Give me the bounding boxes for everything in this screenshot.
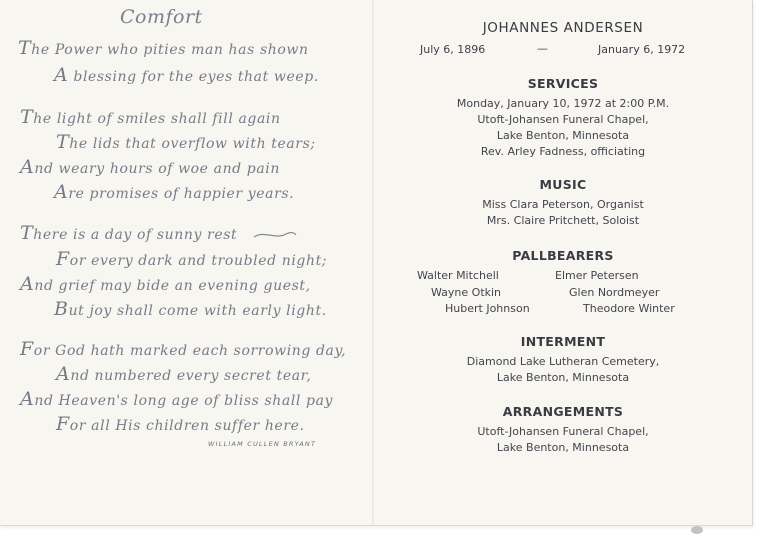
poem-line: And numbered every secret tear, xyxy=(56,363,312,385)
services-heading: SERVICES xyxy=(527,76,599,91)
pallbearers-heading: PALLBEARERS xyxy=(512,248,614,263)
interment-heading: INTERMENT xyxy=(520,334,606,349)
arrangements-line: Utoft-Johansen Funeral Chapel, xyxy=(477,425,649,438)
poem-line: The Power who pities man has shown xyxy=(18,37,309,59)
ornamental-swash-icon xyxy=(252,229,298,241)
poem-line: And grief may bide an evening guest, xyxy=(20,273,311,295)
birth-date: July 6, 1896 xyxy=(420,43,486,56)
music-heading: MUSIC xyxy=(539,177,587,192)
death-date: January 6, 1972 xyxy=(598,43,686,56)
interment-line: Lake Benton, Minnesota xyxy=(496,371,630,384)
arrangements-heading: ARRANGEMENTS xyxy=(502,404,624,419)
deceased-name: JOHANNES ANDERSEN xyxy=(482,20,644,36)
pallbearer-name: Theodore Winter xyxy=(583,302,675,315)
poem-line: And weary hours of woe and pain xyxy=(20,156,280,178)
pallbearer-name: Walter Mitchell xyxy=(417,269,499,282)
poem-author: WILLIAM CULLEN BRYANT xyxy=(208,440,317,448)
services-line: Monday, January 10, 1972 at 2:00 P.M. xyxy=(456,97,670,110)
services-line: Utoft-Johansen Funeral Chapel, xyxy=(477,113,649,126)
poem-line: For all His children suffer here. xyxy=(56,413,305,435)
pallbearer-name: Elmer Petersen xyxy=(555,269,639,282)
poem-title: Comfort xyxy=(120,6,203,28)
poem-line: The light of smiles shall fill again xyxy=(20,106,281,128)
interment-line: Diamond Lake Lutheran Cemetery, xyxy=(466,355,660,368)
pallbearer-name: Wayne Otkin xyxy=(431,286,502,299)
poem-line: And Heaven's long age of bliss shall pay xyxy=(20,388,334,410)
pallbearer-name: Hubert Johnson xyxy=(445,302,530,315)
poem-line: But joy shall come with early light. xyxy=(54,298,327,320)
services-line: Lake Benton, Minnesota xyxy=(496,129,630,142)
poem-line: There is a day of sunny rest xyxy=(20,222,238,244)
date-separator: — xyxy=(537,42,548,55)
poem-line: A blessing for the eyes that weep. xyxy=(54,64,319,86)
music-line: Miss Clara Peterson, Organist xyxy=(482,198,644,211)
poem-line: For every dark and troubled night; xyxy=(56,248,328,270)
poem-line: The lids that overflow with tears; xyxy=(56,131,316,153)
music-line: Mrs. Claire Pritchett, Soloist xyxy=(486,214,640,227)
pallbearer-name: Glen Nordmeyer xyxy=(569,286,660,299)
arrangements-line: Lake Benton, Minnesota xyxy=(496,441,630,454)
program-panel xyxy=(374,0,752,525)
services-line: Rev. Arley Fadness, officiating xyxy=(480,145,646,158)
poem-line: For God hath marked each sorrowing day, xyxy=(20,338,347,360)
paper-smudge xyxy=(691,526,703,534)
poem-panel xyxy=(0,0,372,525)
poem-line: Are promises of happier years. xyxy=(54,181,295,203)
